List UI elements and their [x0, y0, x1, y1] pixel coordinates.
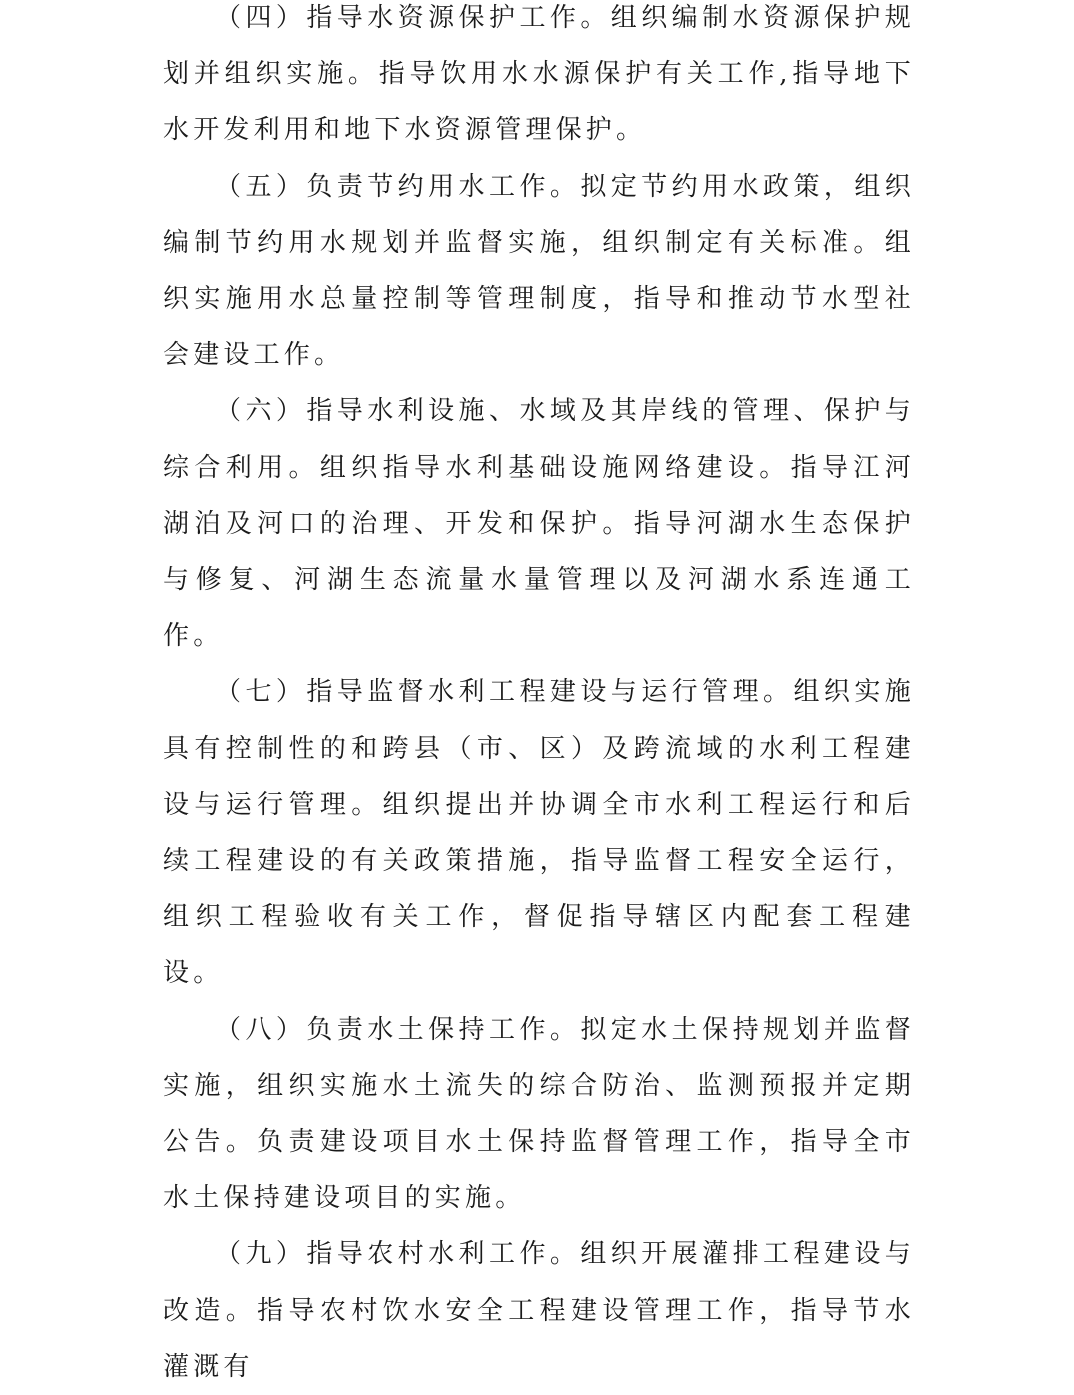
paragraph-6-water-facilities: （六）指导水利设施、水域及其岸线的管理、保护与综合利用。组织指导水利基础设施网络建设。指导江河湖泊及河口的治理、开发和保护。指导河湖水生态保护与修复、河湖生态流量水量管理以及河湖水系连通工作。 [163, 396, 915, 652]
paragraph-5-water-conservation: （五）负责节约用水工作。拟定节约用水政策，组织编制节约用水规划并监督实施，组织制定有关标准。组织实施用水总量控制等管理制度，指导和推动节水型社会建设工作。 [163, 171, 915, 371]
paragraph-8-soil-conservation: （八）负责水土保持工作。拟定水土保持规划并监督实施，组织实施水土流失的综合防治、监测预报并定期公告。负责建设项目水土保持监督管理工作，指导全市水土保持建设项目的实施。 [163, 1014, 915, 1214]
document-body [163, 0, 915, 1395]
paragraph-9-rural-water: （九）指导农村水利工作。组织开展灌排工程建设与改造。指导农村饮水安全工程建设管理工作，指导节水灌溉有 [163, 1239, 915, 1382]
paragraph-4-water-resource-protection: （四）指导水资源保护工作。组织编制水资源保护规划并组织实施。指导饮用水水源保护有关工作,指导地下水开发利用和地下水资源管理保护。 [163, 3, 915, 146]
paragraph-7-engineering-construction: （七）指导监督水利工程建设与运行管理。组织实施具有控制性的和跨县（市、区）及跨流域的水利工程建设与运行管理。组织提出并协调全市水利工程运行和后续工程建设的有关政策措施，指导监督工程安全运行，组织工程验收有关工作，督促指导辖区内配套工程建设。 [163, 677, 915, 989]
